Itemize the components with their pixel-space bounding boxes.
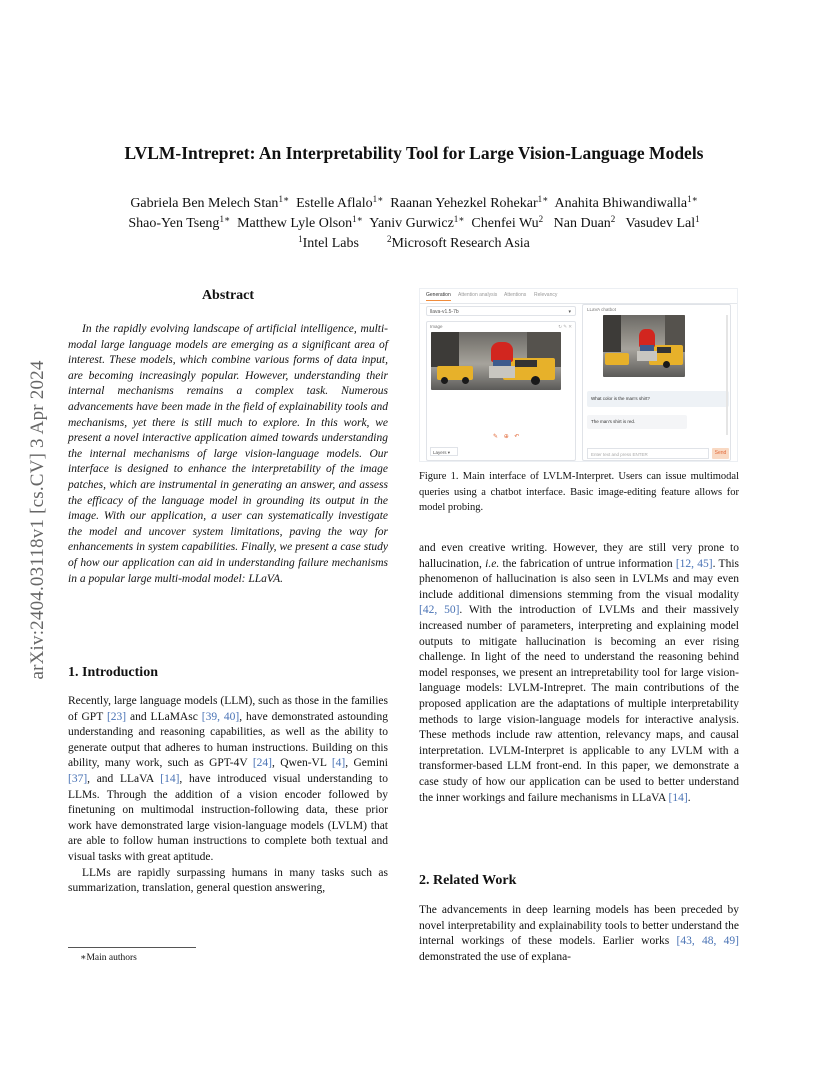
author-name: Raanan Yehezkel Rohekar xyxy=(390,196,538,211)
introduction-continued xyxy=(419,541,739,806)
chat-panel xyxy=(582,304,731,461)
chat-input[interactable]: Enter text and press ENTER xyxy=(587,448,709,459)
citation-link[interactable]: [39, 40] xyxy=(201,710,240,723)
citation-link[interactable]: [23] xyxy=(106,710,127,723)
chat-scrollbar[interactable] xyxy=(726,315,728,435)
layers-select[interactable]: Layers ▾ xyxy=(430,447,458,456)
citation-link[interactable]: [14] xyxy=(160,772,180,785)
author-name: Nan Duan xyxy=(553,216,611,231)
author-sup: 1∗ xyxy=(352,214,363,224)
arxiv-identifier-text: arXiv:2404.03118v1 [cs.CV] 3 Apr 2024 xyxy=(27,360,48,680)
text-run: demonstrated the use of explana- xyxy=(419,950,571,963)
text-run: i.e. xyxy=(485,557,500,570)
street-photo xyxy=(431,332,561,390)
image-panel xyxy=(426,321,576,461)
ironing-board xyxy=(637,351,657,361)
text-run: . This phenomenon of hallucination is also seen in LVLMs and may even include additional dimensions stemming from the visual modality xyxy=(419,557,740,601)
affiliation-name: Microsoft Research Asia xyxy=(391,236,530,251)
text-run: , Gemini xyxy=(345,757,388,770)
author-line-1 xyxy=(50,194,778,214)
tab-bar xyxy=(420,289,737,304)
taxi-cab xyxy=(605,353,629,365)
text-run: . With the introduction of LVLMs and their massively increased number of parameters, interpreting and explaining model outputs to mitigate hallucination is becoming an ever rising challenge. In light of the need to understand the reasoning behind model responses, we present an intrepretability tool for large vision-language models: LVLM-Intrepret. The main contributions of the proposed application are the adaptations of multiple interpretability methods to large vision-language models for interactive analysis. These methods include raw attention, relevancy maps, and causal interpretation. LVLM-Interpret is applicable to any LVLM with a transformer-based LLM front-end. In this paper, we demonstrate a case study of how our application can be used to better understand the inner workings and failure mechanisms in LLaVA xyxy=(419,604,739,804)
chatbot-label: LLaVA chatbot xyxy=(587,307,616,312)
text-run: Recently, large language models (LLM), such as those in the families of GPT xyxy=(68,695,388,723)
paragraph xyxy=(419,541,739,806)
author-name: Matthew Lyle Olson xyxy=(237,216,353,231)
image-tool-icons[interactable]: ↻ ✎ ✕ xyxy=(558,324,572,329)
paragraph: LLMs are rapidly surpassing humans in many tasks such as summarization, translation, general question answering, xyxy=(68,866,388,895)
author-block xyxy=(50,194,778,254)
text-run: , have demonstrated astounding understanding and reasoning capabilities, as well as the ability to generate output that adheres to human instructions. Building on this ability, many work, such as GPT-4V xyxy=(68,710,388,770)
affiliation-sup: 1 xyxy=(298,234,303,244)
author-line-2 xyxy=(50,214,778,234)
citation-link[interactable]: [42, 50] xyxy=(419,604,460,617)
building xyxy=(431,332,459,367)
text-run: and LLaMAsc xyxy=(126,710,202,723)
text-run: the fabrication of untrue information xyxy=(499,557,676,570)
author-sup: 1∗ xyxy=(537,194,549,204)
author-sup: 2 xyxy=(610,214,616,224)
section-heading-related-work: 2. Related Work xyxy=(419,873,517,888)
bot-message: The man's shirt is red. xyxy=(587,415,687,429)
author-name: Estelle Aflalo xyxy=(296,196,373,211)
tab-attention-analysis[interactable]: Attention analysis xyxy=(458,292,498,298)
paper-title: LVLM-Intrepret: An Interpretability Tool for Large Vision-Language Models xyxy=(124,143,704,163)
introduction-body xyxy=(68,694,388,897)
citation-link[interactable]: [12, 45] xyxy=(675,557,713,570)
citation-link[interactable]: [43, 48, 49] xyxy=(676,935,740,948)
ironing-board xyxy=(489,366,515,378)
wheel xyxy=(663,361,670,368)
image-edit-icons[interactable]: ✎ ⊕ ↶ xyxy=(493,434,522,440)
citation-link[interactable]: [14] xyxy=(668,791,688,804)
tab-attentions[interactable]: Attentions xyxy=(504,292,527,298)
building xyxy=(603,315,621,352)
man-red-shirt xyxy=(491,342,513,362)
text-run: . xyxy=(687,791,691,804)
arxiv-identifier xyxy=(18,290,58,750)
author-name: Shao-Yen Tseng xyxy=(128,216,220,231)
citation-link[interactable]: [37] xyxy=(68,772,88,785)
author-name: Vasudev Lal xyxy=(625,216,696,231)
author-name: Gabriela Ben Melech Stan xyxy=(130,196,279,211)
tab-generation[interactable]: Generation xyxy=(426,292,451,301)
text-run: The advancements in deep learning models has been preceded by novel interpretability and explainability tools to better understand the internal workings of these models. Earlier works xyxy=(419,904,739,948)
user-message: What color is the man's shirt? xyxy=(587,391,729,407)
send-button[interactable]: Send xyxy=(712,448,729,459)
taxi-window xyxy=(657,347,671,353)
paragraph xyxy=(68,694,388,866)
text-run: , Qwen-VL xyxy=(272,757,332,770)
abstract-heading: Abstract xyxy=(201,288,255,303)
author-sup: 1∗ xyxy=(372,194,384,204)
author-name: Chenfei Wu xyxy=(471,216,539,231)
author-sup: 1∗ xyxy=(453,214,465,224)
author-sup: 1∗ xyxy=(278,194,290,204)
footnote: ∗Main authors xyxy=(80,953,137,963)
text-run: , and LLaVA xyxy=(87,772,161,785)
chat-image-thumbnail xyxy=(603,315,685,377)
wheel xyxy=(441,377,448,384)
citation-link[interactable]: [4] xyxy=(331,757,346,770)
tab-relevancy[interactable]: Relevancy xyxy=(534,292,558,298)
model-select[interactable] xyxy=(426,306,576,316)
affiliation-name: Intel Labs xyxy=(302,236,359,251)
figure-caption: Figure 1. Main interface of LVLM-Interpret. Users can issue multimodal queries using a chatbot interface. Basic image-editing feature allows for model probing. xyxy=(419,471,739,513)
author-sup: 2 xyxy=(538,214,544,224)
section-heading-introduction: 1. Introduction xyxy=(68,665,158,680)
text-run: and even creative writing. However, they are still very prone to hallucination, xyxy=(419,542,739,570)
citation-link[interactable]: [24] xyxy=(252,757,272,770)
figure-1-interface-screenshot xyxy=(419,288,738,462)
text-run: , have introduced visual understanding to LLMs. Through the addition of a vision encoder followed by finetuning on multimodal instruction-following data, these prior work have demonstrated large vision-language models (LVLM) that are able to follow human instructions to complete both textual and visual tasks with great aptitude. xyxy=(68,772,388,863)
related-work-body xyxy=(419,903,739,965)
footnote-rule xyxy=(68,947,196,948)
chevron-down-icon: ▾ xyxy=(568,309,571,315)
paragraph xyxy=(419,903,739,965)
wheel xyxy=(462,377,469,384)
taxi-window xyxy=(515,360,537,367)
author-sup: 1 xyxy=(695,214,700,224)
affiliation-sup: 2 xyxy=(386,234,392,244)
author-name: Anahita Bhiwandiwalla xyxy=(554,196,688,211)
abstract-text: In the rapidly evolving landscape of artificial intelligence, multi-modal large language models are emerging as a significant area of interest. These models, which combine various forms of data input, are becoming increasingly popular. However, understanding their internal mechanisms remains a complex task. Numerous advancements have been made in the field of explainability tools and mechanisms, yet there is still much to explore. In this work, we present a novel interactive application aimed towards understanding the internal mechanisms of large vision-language models. Our interface is designed to enhance the interpretability of the image patches, which are instrumental in generating an answer, and assess the efficacy of the language model in grounding its output in the image. With our application, a user can systematically investigate the model and uncover system limitations, paving the way for enhancements in system capabilities. Finally, we present a case study of how our application can aid in understanding failure mechanisms in a popular large multi-modal model: LLaVA. xyxy=(68,323,388,585)
author-sup: 1∗ xyxy=(219,214,231,224)
wheel xyxy=(531,376,540,385)
image-label: Image xyxy=(430,324,443,329)
author-sup: 1∗ xyxy=(687,194,698,204)
model-select-value: llava-v1.5-7b xyxy=(430,309,459,315)
affiliation-line xyxy=(50,234,778,254)
author-name: Yaniv Gurwicz xyxy=(369,216,454,231)
